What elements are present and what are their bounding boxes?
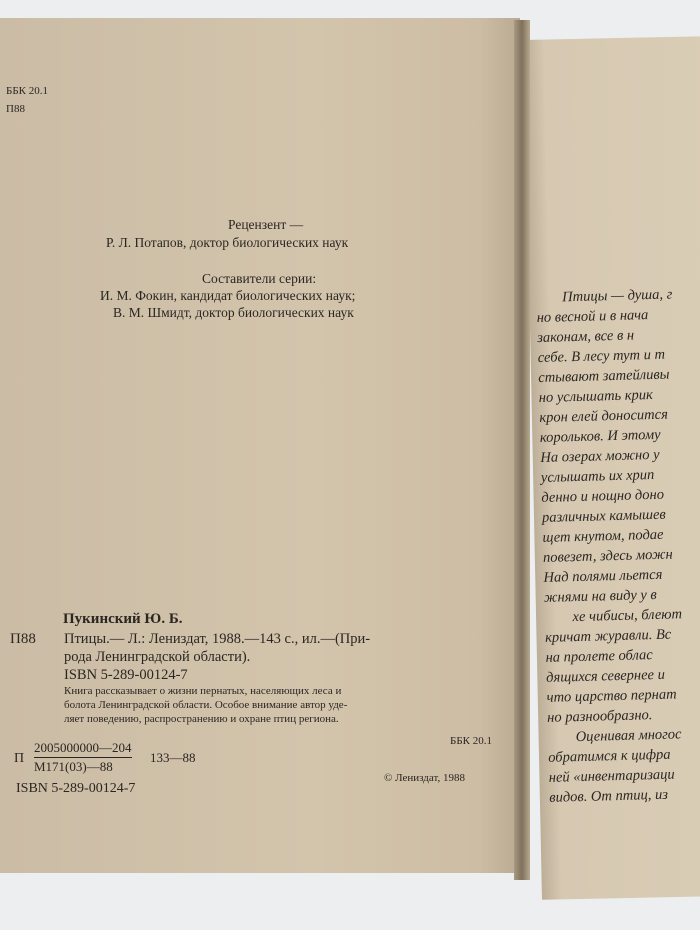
index-code-top: П88 — [6, 103, 25, 115]
text-line: крон елей доносится — [539, 406, 669, 426]
citation-line-1: Птицы.— Л.: Лениздат, 1988.—143 с., ил.—(При- — [64, 631, 371, 647]
text-line: кричат журавли. Вс — [544, 626, 672, 646]
text-line: услышать их хрип — [540, 466, 655, 486]
isbn-bottom: ISBN 5-289-00124-7 — [16, 781, 136, 796]
text-line: себе. В лесу тут и т — [537, 346, 666, 366]
author: Пукинский Ю. Б. — [63, 611, 183, 627]
text-line: На озерах можно у — [540, 446, 660, 466]
book-spine — [514, 20, 530, 880]
catalog-code-numerator: 2005000000—204 — [34, 740, 132, 758]
compilers-heading: Составители серии: — [202, 271, 317, 286]
text-line: видов. От птиц, из — [549, 786, 669, 806]
text-line: Птицы — душа, г — [561, 286, 673, 306]
text-line: повезет, здесь можн — [542, 546, 673, 566]
reviewer-heading: Рецензент — — [228, 217, 304, 232]
index-code: П88 — [10, 631, 36, 647]
compiler-1: И. М. Фокин, кандидат биологических наук; — [100, 288, 356, 303]
annotation-line-3: ляет поведению, распространению и охране птиц региона. — [64, 713, 339, 725]
copyright: © Лениздат, 1988 — [384, 772, 465, 784]
compiler-2: В. М. Шмидт, доктор биологических наук — [113, 305, 354, 320]
text-line: на пролете облас — [545, 647, 653, 666]
text-line: Оценивая многос — [575, 726, 682, 746]
text-line: но весной и в нача — [536, 307, 649, 326]
text-line: законам, все в н — [537, 327, 635, 346]
catalog-code-denominator: М171(03)—88 — [34, 759, 113, 774]
reviewer: Р. Л. Потапов, доктор биологических наук — [106, 235, 349, 250]
text-line: стывают затейливы — [538, 366, 670, 386]
bbk-code-bottom: ББК 20.1 — [450, 735, 492, 747]
annotation-line-1: Книга рассказывает о жизни пернатых, населяющих леса и — [64, 685, 342, 697]
annotation-line-2: болота Ленинградской области. Особое внимание автор уде- — [64, 699, 348, 711]
catalog-code-suffix: 133—88 — [150, 750, 196, 765]
text-line: дящихся севернее и — [545, 666, 666, 686]
text-line: щет кнутом, подае — [542, 526, 664, 546]
text-line: что царство пернат — [546, 686, 677, 706]
bbk-code-top: ББК 20.1 — [6, 85, 48, 97]
text-line: Над полями льется — [543, 566, 663, 586]
text-line: ней «инвентаризаци — [548, 766, 675, 786]
text-line: хе чибисы, блеют — [572, 606, 683, 626]
text-line: жнями на виду у в — [543, 586, 657, 606]
catalog-code-letter: П — [14, 751, 25, 766]
citation-line-2: рода Ленинградской области). — [64, 649, 251, 665]
text-line: денно и нощно доно — [541, 486, 665, 506]
text-line: но услышать крик — [538, 386, 654, 406]
text-line: различных камышев — [541, 506, 666, 526]
isbn-line: ISBN 5-289-00124-7 — [64, 667, 188, 683]
catalog-code-fraction — [34, 740, 132, 775]
text-line: но разнообразно. — [546, 707, 653, 726]
text-line: корольков. И этому — [539, 426, 661, 446]
text-line: обратимся к цифра — [548, 746, 671, 766]
